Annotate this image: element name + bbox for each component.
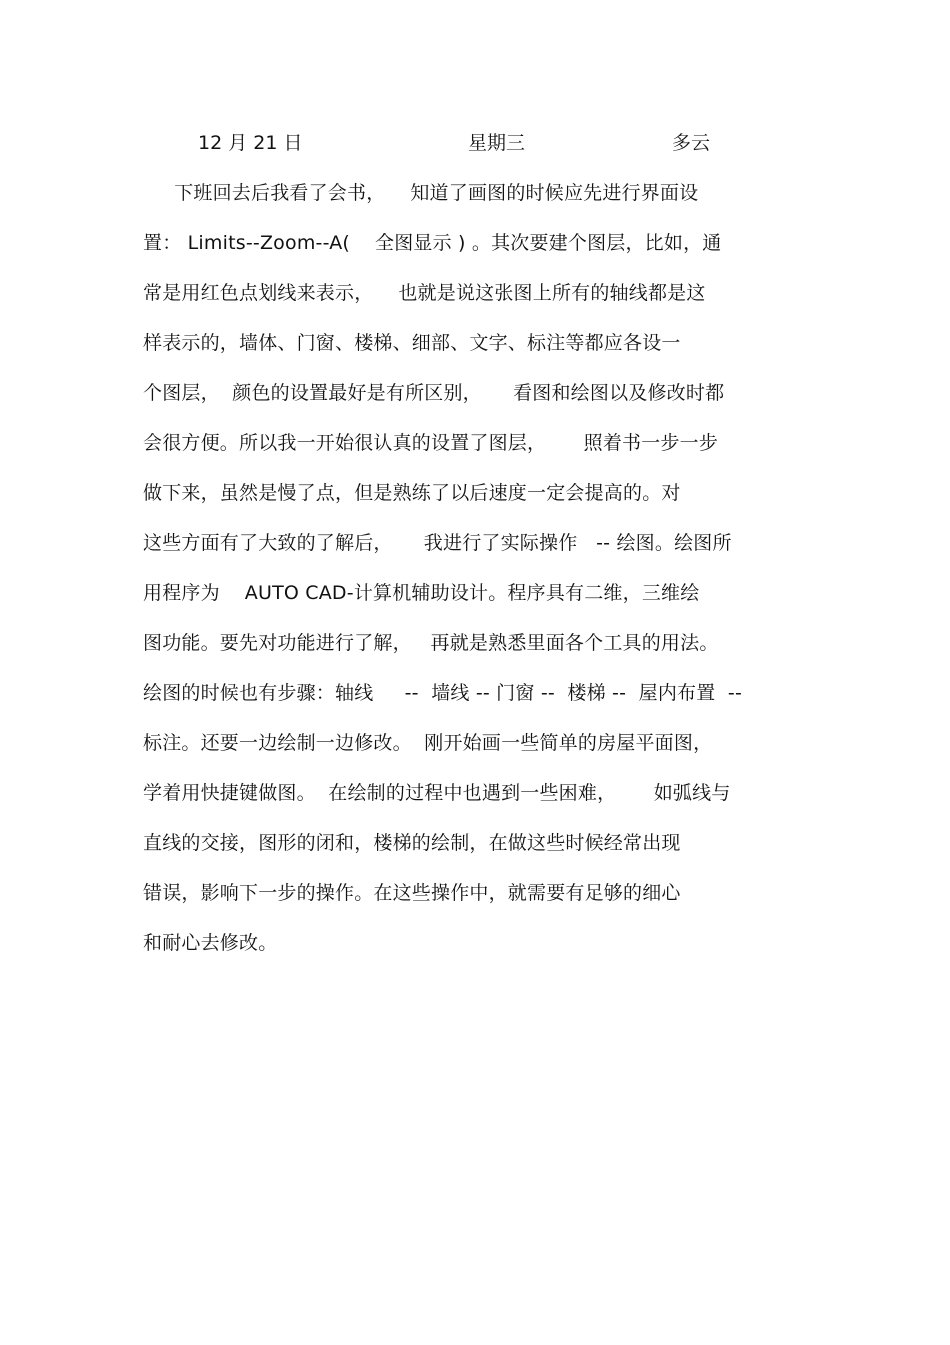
body-line: 绘图的时候也有步骤：轴线 -- 墙线 -- 门窗 -- 楼梯 -- 屋内布置 -- [143, 682, 743, 704]
body-line: 置： Limits--Zoom--A( 全图显示 ) 。其次要建个图层，比如，通 [143, 232, 722, 254]
body-line: 标注。还要一边绘制一边修改。 刚开始画一些简单的房屋平面图， [143, 732, 713, 754]
body-line: 这些方面有了大致的了解后， 我进行了实际操作 -- 绘图。绘图所 [143, 532, 732, 554]
body-line: 个图层， 颜色的设置最好是有所区别， 看图和绘图以及修改时都 [143, 382, 725, 404]
body-line: 和耐心去修改。 [143, 932, 278, 954]
body-line: 错误，影响下一步的操作。在这些操作中，就需要有足够的细心 [143, 882, 681, 904]
diary-date: 12 月 21 日 [198, 132, 303, 154]
body-line: 直线的交接，图形的闭和，楼梯的绘制，在做这些时候经常出现 [143, 832, 681, 854]
body-line: 样表示的，墙体、门窗、楼梯、细部、文字、标注等都应各设一 [143, 332, 681, 354]
diary-weekday: 星期三 [468, 132, 526, 154]
body-line: 常是用红色点划线来表示， 也就是说这张图上所有的轴线都是这 [143, 282, 706, 304]
body-line: 做下来，虽然是慢了点，但是熟练了以后速度一定会提高的。对 [143, 482, 681, 504]
body-line: 下班回去后我看了会书， 知道了画图的时候应先进行界面设 [143, 182, 699, 204]
diary-weather: 多云 [672, 132, 711, 154]
body-line: 学着用快捷键做图。 在绘制的过程中也遇到一些困难， 如弧线与 [143, 782, 731, 804]
body-line: 图功能。要先对功能进行了解， 再就是熟悉里面各个工具的用法。 [143, 632, 719, 654]
body-line: 会很方便。所以我一开始很认真的设置了图层， 照着书一步一步 [143, 432, 719, 454]
body-line: 用程序为 AUTO CAD-计算机辅助设计。程序具有二维，三维绘 [143, 582, 700, 604]
